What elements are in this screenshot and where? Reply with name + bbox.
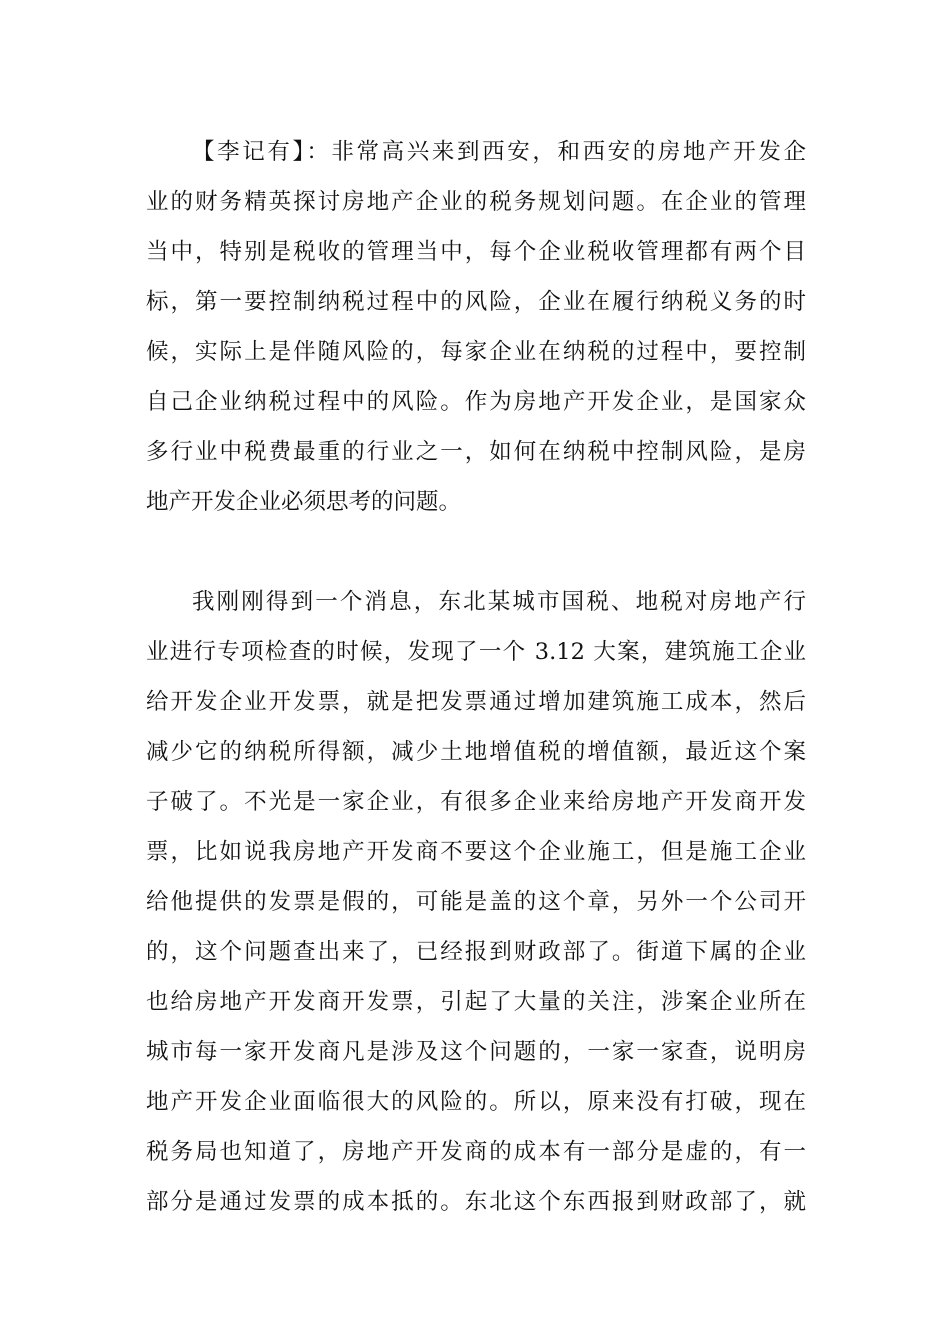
text-line: 给他提供的发票是假的，可能是盖的这个章，另外一个公司开 <box>146 889 806 915</box>
text-line: 业进行专项检查的时候，发现了一个 3.12 大案，建筑施工企业 <box>146 639 806 665</box>
text-line: 城市每一家开发商凡是涉及这个问题的，一家一家查，说明房 <box>146 1039 806 1065</box>
text-line: 当中，特别是税收的管理当中，每个企业税收管理都有两个目 <box>146 239 806 265</box>
text-line: 也给房地产开发商开发票，引起了大量的关注，涉案企业所在 <box>146 989 806 1015</box>
text-line: 地产开发企业面临很大的风险的。所以，原来没有打破，现在 <box>146 1089 806 1115</box>
text-line: 地产开发企业必须思考的问题。 <box>146 489 462 515</box>
text-line: 【李记有】：非常高兴来到西安，和西安的房地产开发企 <box>192 139 806 165</box>
text-line: 业的财务精英探讨房地产企业的税务规划问题。在企业的管理 <box>146 189 806 215</box>
text-line: 子破了。不光是一家企业，有很多企业来给房地产开发商开发 <box>146 789 806 815</box>
text-line: 的，这个问题查出来了，已经报到财政部了。街道下属的企业 <box>146 939 806 965</box>
text-line: 标，第一要控制纳税过程中的风险，企业在履行纳税义务的时 <box>146 289 806 315</box>
text-line: 给开发企业开发票，就是把发票通过增加建筑施工成本，然后 <box>146 689 806 715</box>
text-line: 自己企业纳税过程中的风险。作为房地产开发企业，是国家众 <box>146 389 806 415</box>
text-line: 多行业中税费最重的行业之一，如何在纳税中控制风险，是房 <box>146 439 806 465</box>
paragraph-opening-remarks <box>146 127 806 527</box>
text-line: 减少它的纳税所得额，减少土地增值税的增值额，最近这个案 <box>146 739 806 765</box>
text-line: 税务局也知道了，房地产开发商的成本有一部分是虚的，有一 <box>146 1139 806 1165</box>
paragraph-case-news <box>146 577 806 1227</box>
text-line: 我刚刚得到一个消息，东北某城市国税、地税对房地产行 <box>192 589 806 615</box>
text-line: 部分是通过发票的成本抵的。东北这个东西报到财政部了，就 <box>146 1189 806 1215</box>
text-line: 候，实际上是伴随风险的，每家企业在纳税的过程中，要控制 <box>146 339 806 365</box>
text-line: 票，比如说我房地产开发商不要这个企业施工，但是施工企业 <box>146 839 806 865</box>
